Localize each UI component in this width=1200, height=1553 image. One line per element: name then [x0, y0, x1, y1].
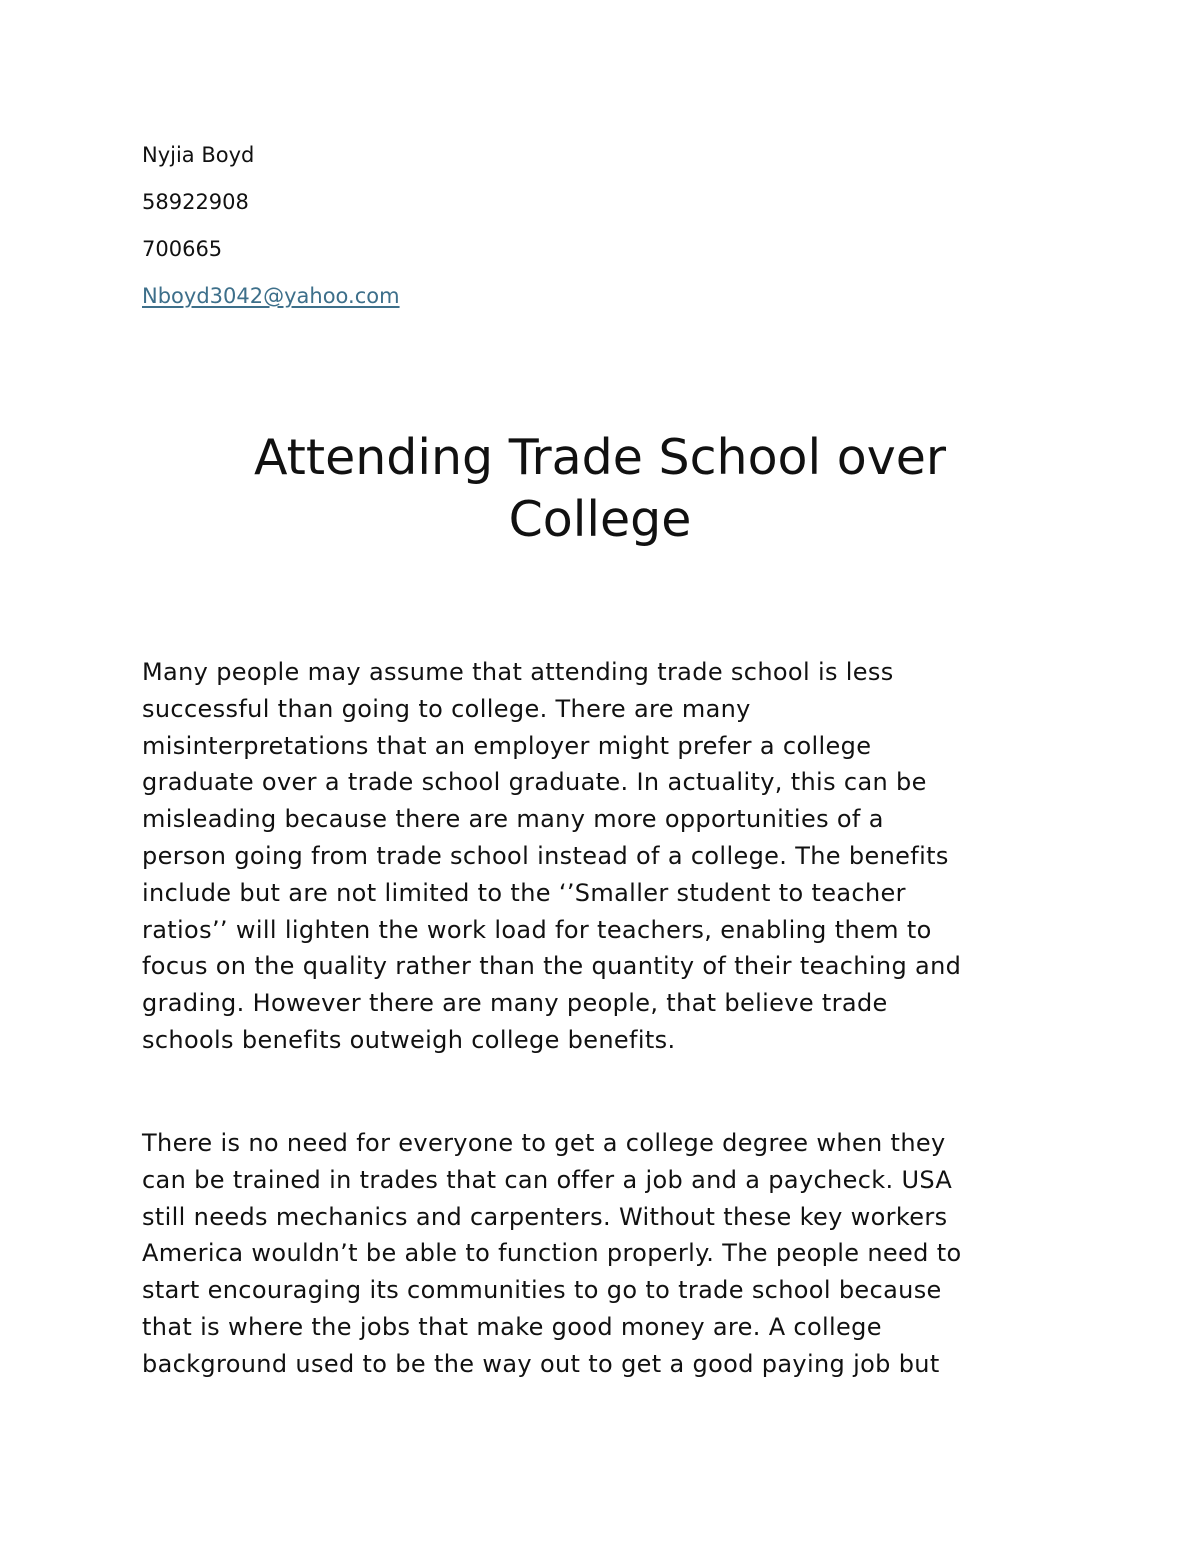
- text-line: can be trained in trades that can offer a job and a paycheck. USA: [142, 1165, 953, 1194]
- email-link[interactable]: Nboyd3042@yahoo.com: [142, 284, 400, 308]
- student-id: 58922908: [142, 190, 249, 214]
- text-line: that is where the jobs that make good money are. A college: [142, 1312, 882, 1341]
- text-line: schools benefits outweigh college benefits.: [142, 1025, 676, 1054]
- text-line: background used to be the way out to get a good paying job but: [142, 1349, 940, 1378]
- text-line: graduate over a trade school graduate. In actuality, this can be: [142, 768, 927, 797]
- text-line: focus on the quality rather than the quantity of their teaching and: [142, 952, 962, 981]
- text-line: successful than going to college. There are many: [142, 694, 751, 723]
- text-line: America wouldn’t be able to function properly. The people need to: [142, 1239, 962, 1268]
- text-line: grading. However there are many people, that believe trade: [142, 989, 888, 1018]
- text-line: include but are not limited to the ‘’Smaller student to teacher: [142, 878, 906, 907]
- title-line: Attending Trade School over: [254, 429, 946, 486]
- text-line: still needs mechanics and carpenters. Without these key workers: [142, 1202, 948, 1231]
- author-name: Nyjia Boyd: [142, 143, 255, 167]
- document-title: [100, 427, 1100, 551]
- course-code: 700665: [142, 237, 223, 261]
- title-line: College: [508, 491, 692, 548]
- paragraph-2: [142, 1125, 1082, 1383]
- text-line: ratios’’ will lighten the work load for teachers, enabling them to: [142, 915, 932, 944]
- text-line: Many people may assume that attending trade school is less: [142, 658, 894, 686]
- author-header: [142, 141, 742, 329]
- text-line: start encouraging its communities to go to trade school because: [142, 1276, 942, 1305]
- text-line: There is no need for everyone to get a college degree when they: [142, 1129, 946, 1157]
- text-line: misleading because there are many more opportunities of a: [142, 805, 884, 834]
- text-line: misinterpretations that an employer might prefer a college: [142, 731, 872, 760]
- text-line: person going from trade school instead of a college. The benefits: [142, 841, 949, 870]
- paragraph-1: [142, 654, 1082, 1059]
